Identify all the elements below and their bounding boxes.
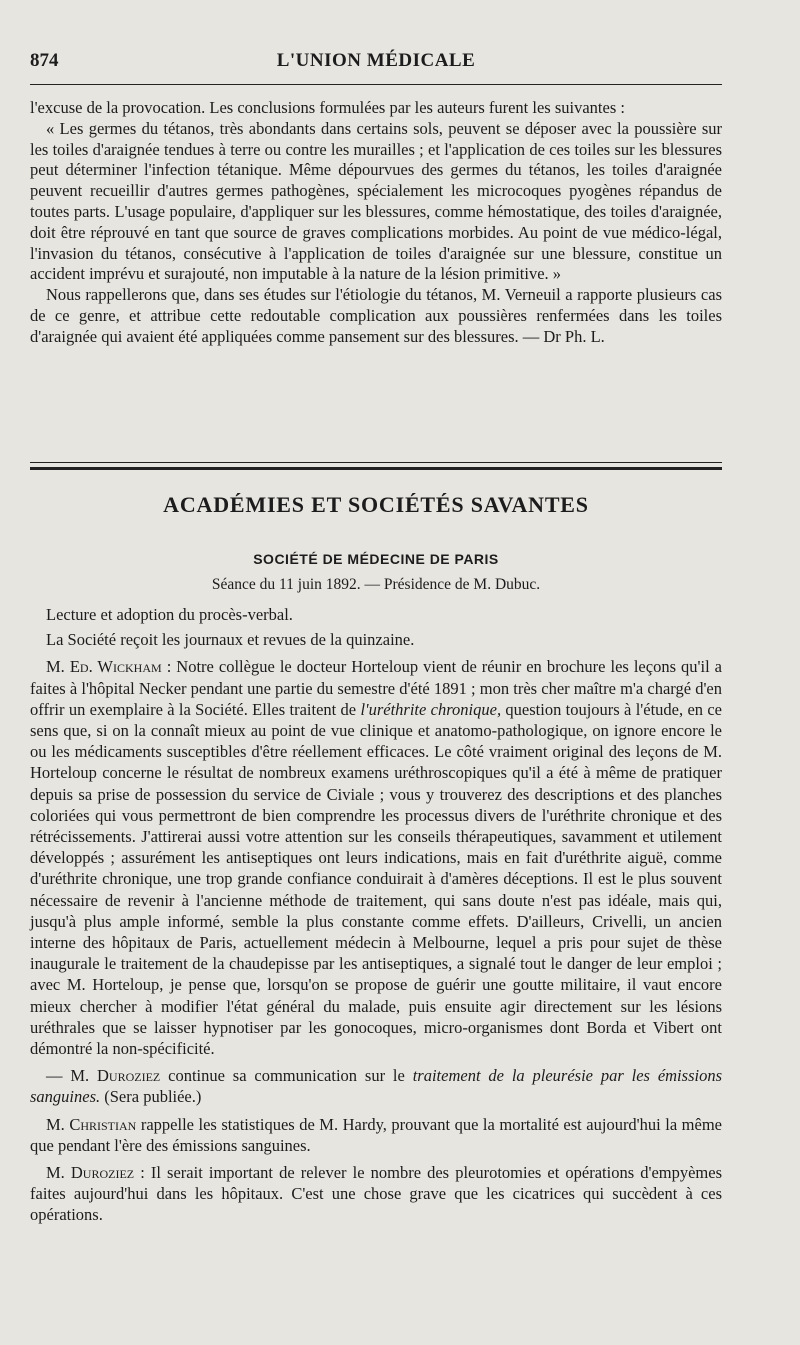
speaker-name: M. Ed. Wickham <box>46 657 162 677</box>
prior-article <box>30 98 722 348</box>
paragraph <box>30 1065 722 1107</box>
paragraph-text: question toujours à l'étude, en ce sens que, si on la connaît mieux au point de vue clinique et anatomo-pathologique, on ignore encore le ou les médicaments susceptibles d'être réellement efficaces. Le côté vraiment original des leçons de M. Horteloup concerne le résultat de nombreux examens uréthroscopiques qu'il a été à même de pratiquer depuis sa prise de possession du service de Civiale ; vous y trouverez des descriptions et des planches coloriées qui vous permettront de bien comprendre les processus divers de l'uréthrite chronique et des rétrécissements. J'attirerai aussi votre attention sur les conseils thérapeutiques, savamment et utilement développés ; assurément les antiseptiques ont leurs indications, mais en fait d'uréthrite aiguë, comme d'uréthrite chronique, une trop grande confiance conduirait à d'amères déceptions. Il est le plus souvent nécessaire de revenir à l'ancienne méthode de traitement, qui sans doute n'est pas idéale, mais qui, jusqu'à plus ample informé, semble la plus constante comme effets. D'ailleurs, Crivelli, un ancien interne des hôpitaux de Paris, actuellement médecin à Melbourne, lequel a pris pour sujet de thèse inaugurale le traitement de la chaudepisse par les antiseptiques, a signalé tout le danger de leur emploi ; avec M. Horteloup, je pense que, lorsqu'on se propose de guérir une goutte militaire, il vaut encore mieux chercher à modifier l'état général du malade, puis ensuite agir directement sur les lésions uréthrales que se laisser hypnotiser par les gonocoques, micro-organismes dont Borda et Vibert ont démontré la non-spécificité. <box>30 699 722 1059</box>
paragraph-text: M. <box>46 1163 71 1183</box>
section-title: ACADÉMIES ET SOCIÉTÉS SAVANTES <box>163 492 589 517</box>
paragraph <box>30 1162 722 1226</box>
session-line: Séance du 11 juin 1892. — Présidence de M. Dubuc. <box>211 576 541 593</box>
emphasis: traitement de la pleurésie par les émissions sanguines. <box>30 1066 722 1107</box>
society-heading: SOCIÉTÉ DE MÉDECINE DE PARIS <box>253 551 499 567</box>
page-number: 874 <box>30 50 59 71</box>
paragraph <box>30 285 722 347</box>
paragraph-text: — M. <box>46 1066 98 1086</box>
paragraph: l'excuse de la provocation. Les conclusions formulées par les auteurs furent les suivantes : <box>30 98 625 117</box>
speaker-name: Duroziez <box>97 1066 161 1086</box>
page-header <box>30 50 722 80</box>
section-rule-top <box>30 462 722 463</box>
paragraph-text: rappelle les statistiques de M. Hardy, prouvant que la mortalité est aujourd'hui la même que pendant l'ère des émissions sanguines. <box>30 1114 723 1155</box>
speaker-name: Christian <box>69 1114 137 1134</box>
paragraph-text: : Notre collègue le docteur Horteloup vient de réunir en brochure les leçons qu'il a faites à l'hôpital Necker pendant une partie du semestre d'été 1891 ; mon très cher maître m'a chargé d'en offrir un exemplaire à la Société. Elles traitent de <box>30 657 723 719</box>
session-minutes <box>30 604 722 1230</box>
header-rule <box>30 84 722 85</box>
speaker-name: Duroziez <box>70 1163 135 1183</box>
paragraph-text: (Sera publiée.) <box>100 1087 202 1107</box>
paragraph-text: M. <box>46 1114 70 1134</box>
paragraph: Lecture et adoption du procès-verbal. <box>46 605 293 624</box>
author-signature: — Dr Ph. L. <box>522 326 605 346</box>
emphasis: l'uréthrite chronique, <box>360 699 502 719</box>
paragraph-text: continue sa communication sur le <box>160 1066 413 1086</box>
paragraph <box>30 656 722 1059</box>
paragraph-text: : Il serait important de relever le nombre des pleurotomies et opérations d'empyèmes faites aujourd'hui dans les hôpitaux. C'est une chose grave que les cicatrices qui succèdent à ces opérations. <box>30 1163 723 1225</box>
quoted-conclusions: « Les germes du tétanos, très abondants dans certains sols, peuvent se déposer avec la poussière sur les toiles d'araignée tendues à terre ou contre les murailles ; et l'application de ces toiles sur les blessures peut déterminer l'infection tétanique. Même dépourvues des germes du tétanos, les toiles d'araignée peuvent recueillir d'autres germes pathogènes, spécialement les microcoques pyogènes répandus de toutes parts. L'usage populaire, d'appliquer sur les blessures, comme hémostatique, des toiles d'araignée, doit être réprouvé en tant que source de graves complications morbides. Au point de vue médico-légal, l'invasion du tétanos, consécutive à l'application de toiles d'araignée sur une blessure, constitue un accident imprévu et surajouté, non imputable à la nature de la lésion primitive. » <box>30 118 722 284</box>
paragraph-text: Nous rappellerons que, dans ses études sur l'étiologie du tétanos, M. Verneuil a rapporte plusieurs cas de ce genre, et attribue cette redoutable complication aux poussières renfermées dans les toiles d'araignée qui avaient été appliquées comme pansement sur des blessures. <box>30 285 722 346</box>
paragraph <box>30 1114 722 1156</box>
section-rule-bottom <box>30 467 722 470</box>
paragraph: La Société reçoit les journaux et revues de la quinzaine. <box>46 630 415 650</box>
running-title: L'UNION MÉDICALE <box>276 50 476 71</box>
